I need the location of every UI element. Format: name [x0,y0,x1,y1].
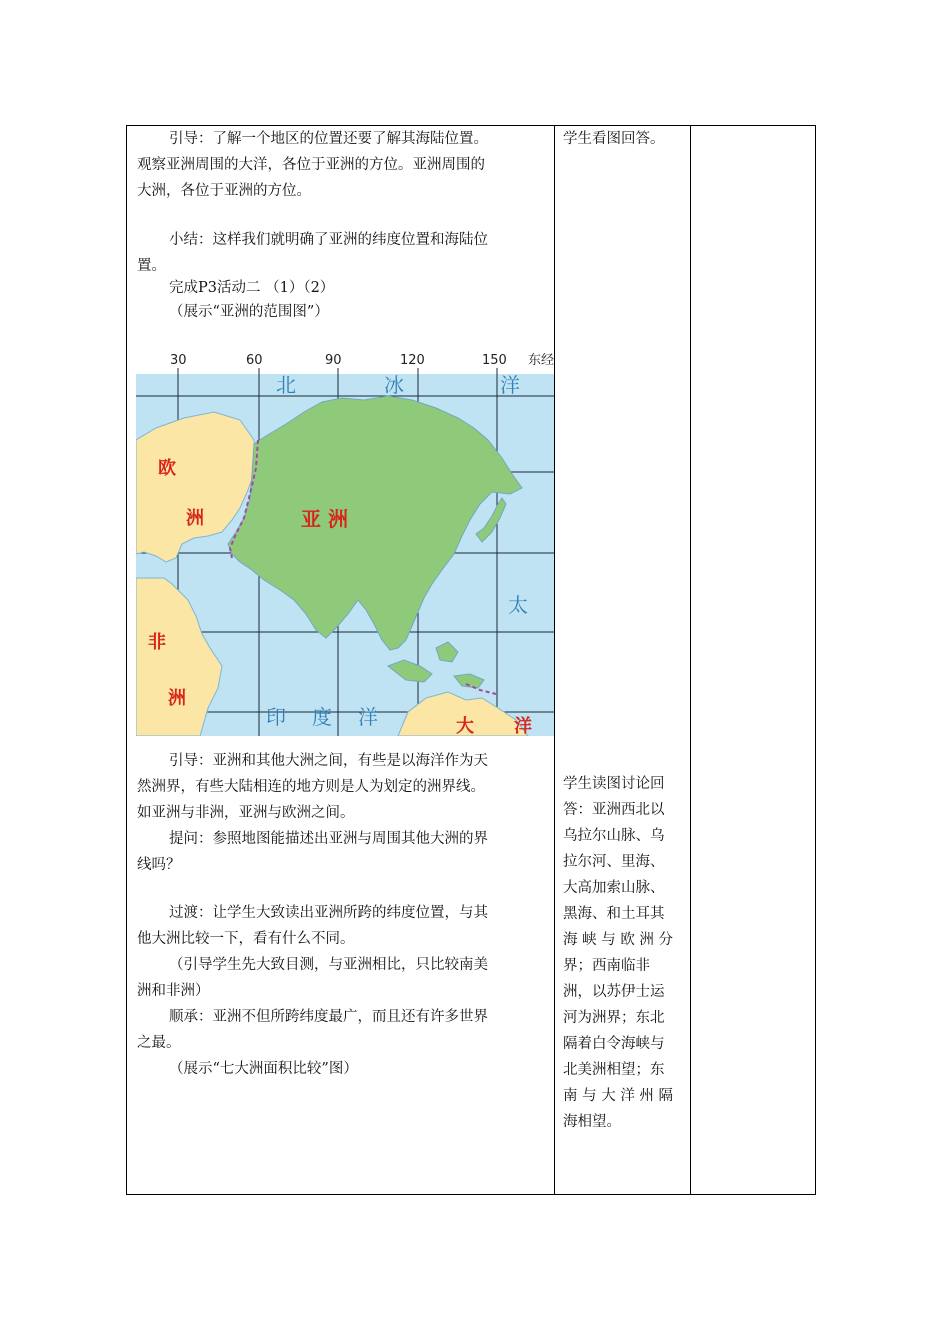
lon-tick-label: 150 [482,353,507,368]
asia-label: 亚 洲 [301,507,348,531]
question-line: 提问：参照地图能描述出亚洲与周围其他大洲的界 [169,831,488,847]
student-answer-line: 隔着白令海峡与 [563,1036,665,1052]
europe-label: 洲 [186,508,204,529]
show-map-text: （展示“亚洲的范围图”） [169,304,329,320]
arctic-ocean-label: 洋 [500,373,520,397]
intro-line: 观察亚洲周围的大洋，各位于亚洲的方位。亚洲周围的 [137,157,485,173]
student-answer-line: 大高加索山脉、 [563,880,665,896]
student-answer-line: 拉尔河、里海、 [563,854,665,870]
indian-ocean-label: 洋 [358,705,378,729]
pacific-ocean-label: 太 [508,593,528,617]
indian-ocean-label: 印 [266,705,286,729]
continue-line: 之最。 [137,1035,181,1051]
lon-tick-label: 120 [400,353,425,368]
student-answer-line: 河为洲界；东北 [563,1010,665,1026]
africa-label: 洲 [168,688,186,709]
lesson-table [126,125,816,1195]
transition-line: 他大洲比较一下，看有什么不同。 [137,931,355,947]
lon-tick-label: 60 [246,353,263,368]
student-answer-line: 海 峡 与 欧 洲 分 [563,932,674,948]
oceania-label: 大 [456,716,474,736]
student-answer: 学生看图回答。 [563,131,665,147]
lon-tick-label: 东经 [528,353,554,368]
student-answer-line: 答：亚洲西北以 [563,802,665,818]
oceania-label: 洋 [514,716,532,736]
arctic-ocean-label: 北 [276,373,296,397]
student-answer-line: 北美洲相望；东 [563,1062,665,1078]
summary-line: 小结：这样我们就明确了亚洲的纬度位置和海陆位 [169,232,488,248]
show-chart-text: （展示“七大洲面积比较”图） [169,1061,358,1077]
africa-label: 非 [148,632,166,653]
intro-line: 引导：了解一个地区的位置还要了解其海陆位置。 [169,131,488,147]
student-answer-line: 洲，以苏伊士运 [563,984,665,1000]
asia-range-map [136,348,554,736]
student-answer-line: 界；西南临非 [563,958,650,974]
student-answer-line: 学生读图讨论回 [563,776,665,792]
student-answer-line: 南 与 大 洋 州 隔 [563,1088,674,1104]
intro-line: 大洲，各位于亚洲的方位。 [137,183,311,199]
guide-line: 然洲界，有些大陆相连的地方则是人为划定的洲界线。 [137,779,485,795]
student-answer-line: 乌拉尔山脉、乌 [563,828,665,844]
summary-line: 置。 [137,258,166,274]
guide-line: 引导：亚洲和其他大洲之间，有些是以海洋作为天 [169,753,488,769]
student-answer-line: 黑海、和土耳其 [563,906,665,922]
teacher-activity-cell [127,126,554,1196]
hint-line: 洲和非洲） [137,983,210,999]
student-answer-line: 海相望。 [563,1114,621,1130]
lon-tick-label: 90 [325,353,342,368]
notes-cell [691,126,816,1196]
europe-label: 欧 [158,458,176,479]
guide-line: 如亚洲与非洲，亚洲与欧洲之间。 [137,805,355,821]
indian-ocean-label: 度 [312,705,332,729]
transition-line: 过渡：让学生大致读出亚洲所跨的纬度位置，与其 [169,905,488,921]
hint-line: （引导学生先大致目测，与亚洲相比，只比较南美 [169,957,488,973]
activity-text: 完成P3活动二 （1）（2） [169,280,335,296]
continue-line: 顺承：亚洲不但所跨纬度最广，而且还有许多世界 [169,1009,488,1025]
student-activity-cell [555,126,690,1196]
arctic-ocean-label: 冰 [384,373,404,397]
lon-tick-label: 30 [170,353,187,368]
question-line: 线吗？ [137,857,181,873]
